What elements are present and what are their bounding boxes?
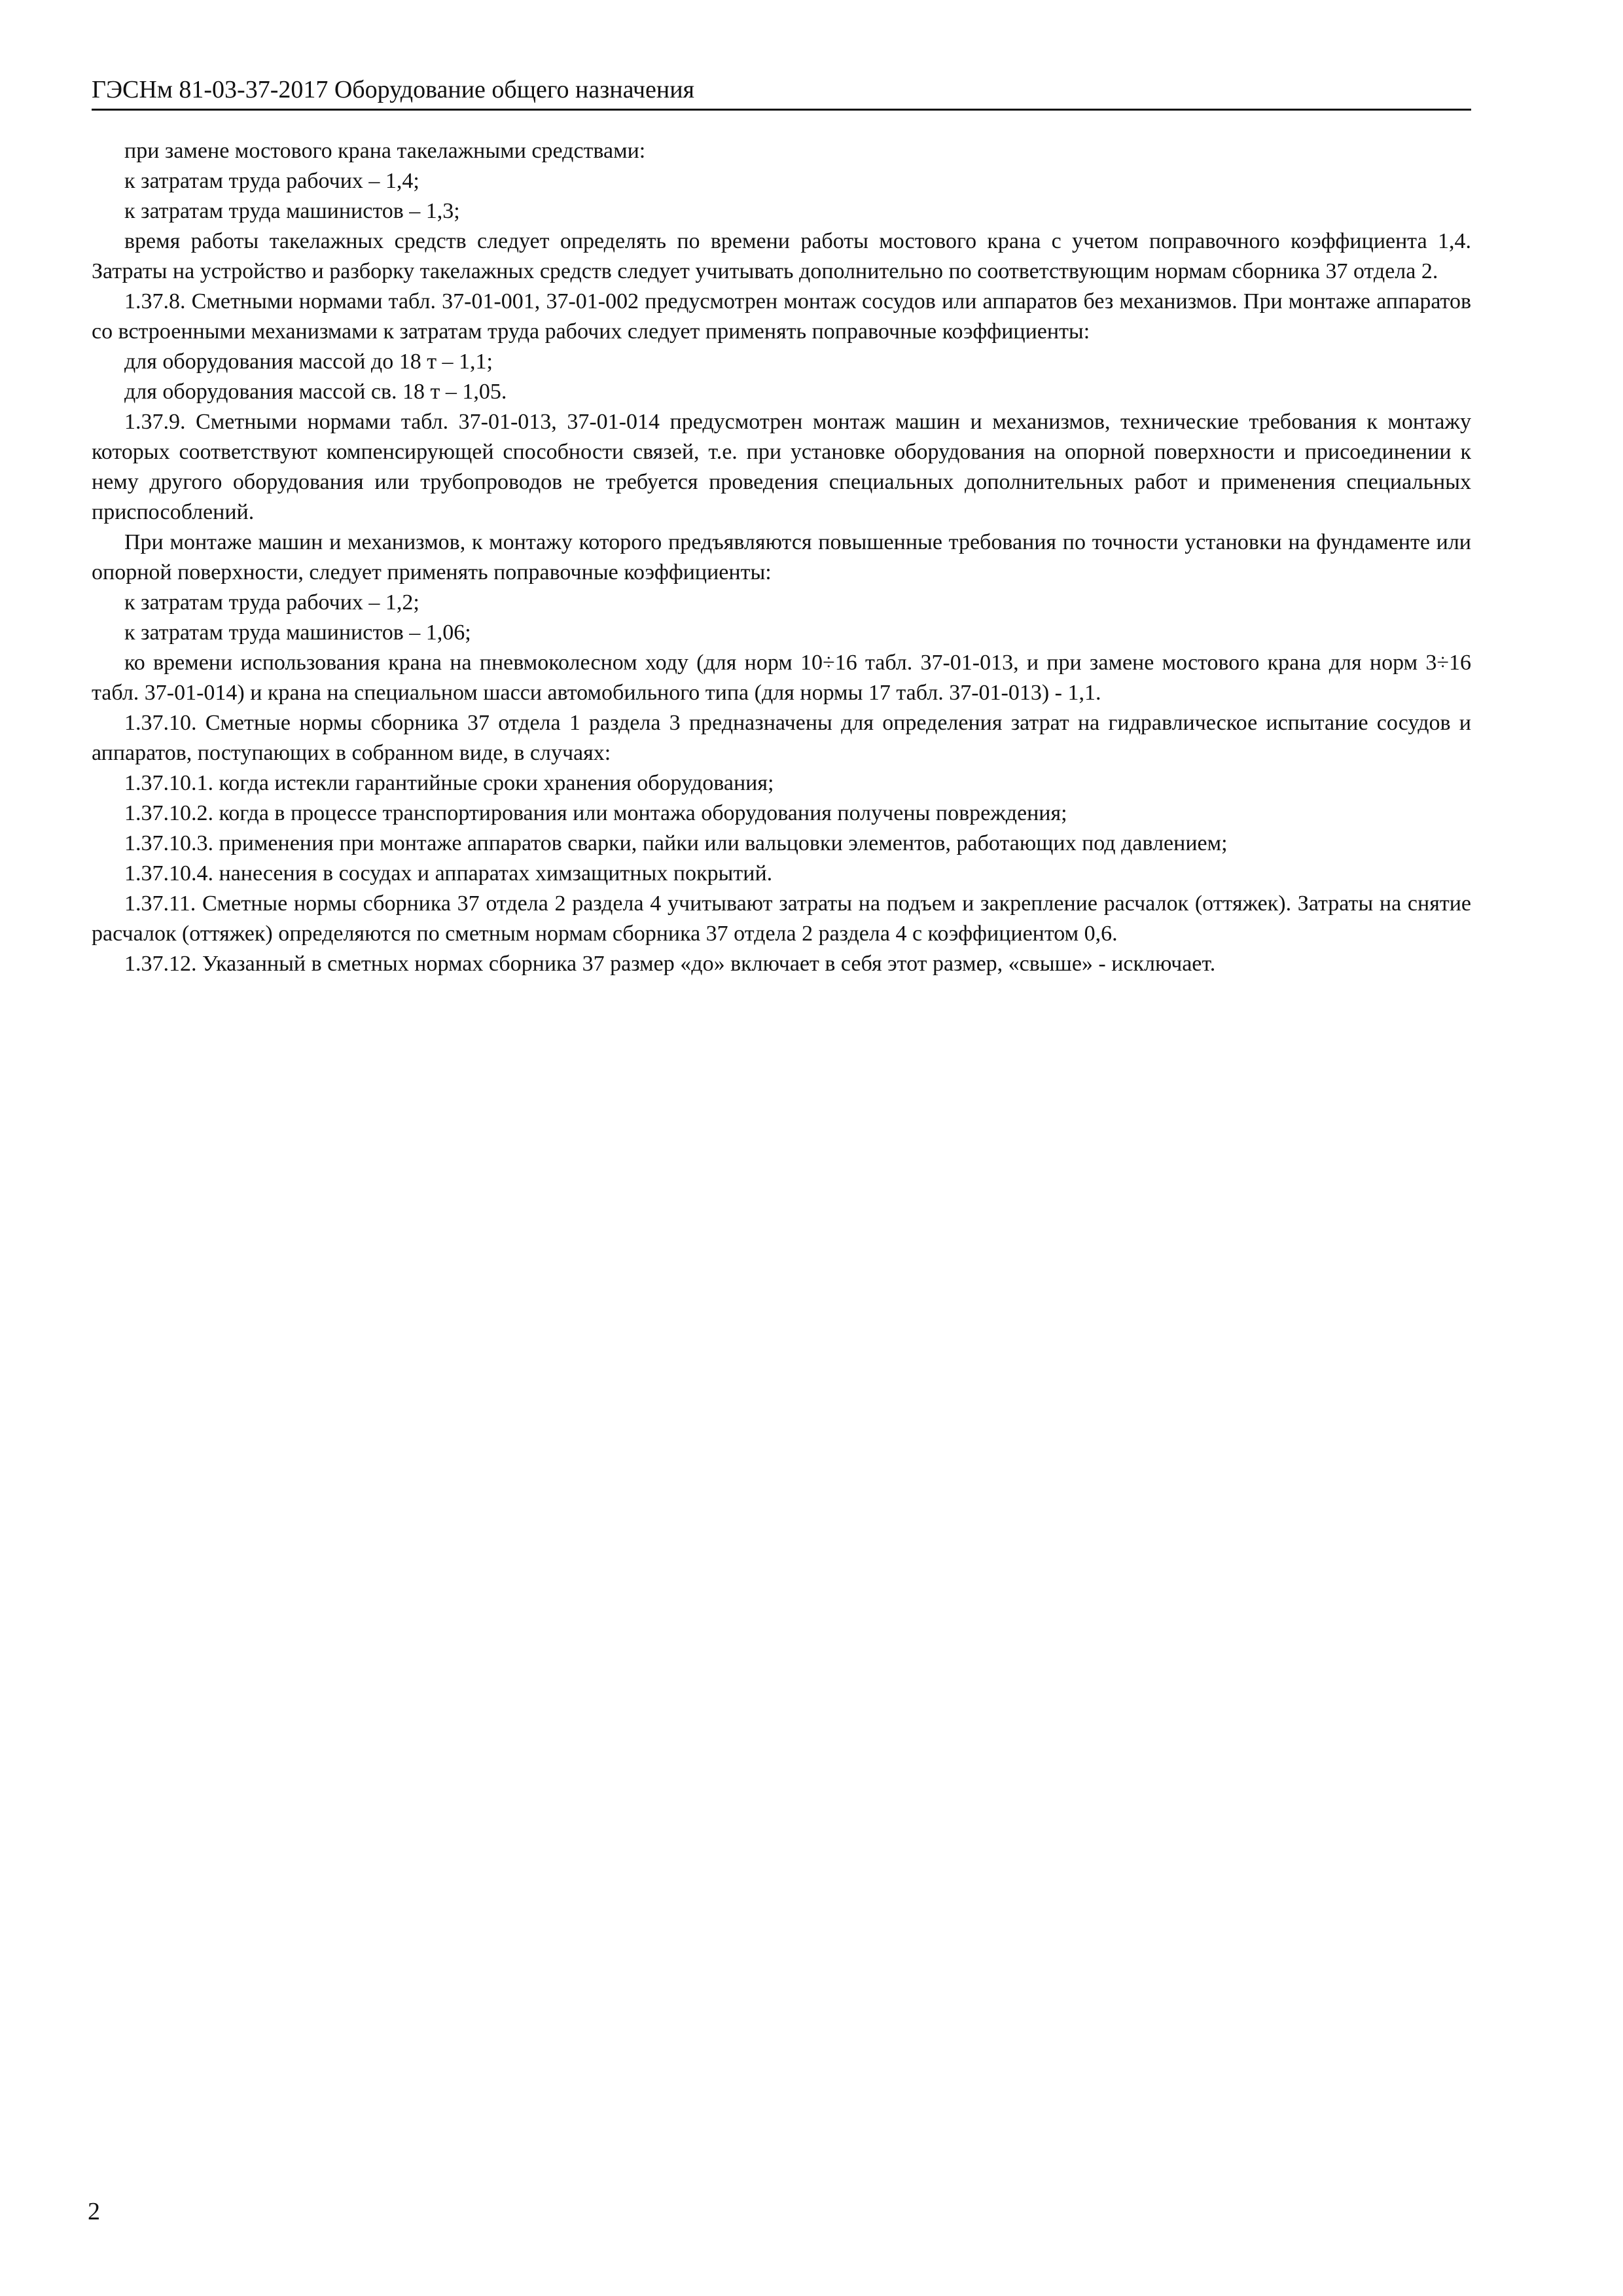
page-number: 2 [88,2198,100,2225]
paragraph: 1.37.10.2. когда в процессе транспортирования или монтажа оборудования получены повреждения; [124,801,1067,825]
paragraph: к затратам труда рабочих – 1,4; [124,169,419,193]
paragraph: ко времени использования крана на пневмоколесном ходу (для норм 10÷16 табл. 37-01-013, и при замене мостового крана для норм 3÷16 табл. 37-01-014) и крана на специальном шасси автомобильного типа (для нормы 17 табл. 37-01-013) - 1,1. [92,651,1471,705]
paragraph: 1.37.8. Сметными нормами табл. 37-01-001, 37-01-002 предусмотрен монтаж сосудов или аппаратов без механизмов. При монтаже аппаратов со встроенными механизмами к затратам труда рабочих следует применять поправочные коэффициенты: [92,289,1471,344]
paragraph: к затратам труда машинистов – 1,06; [124,620,471,645]
paragraph: к затратам труда машинистов – 1,3; [124,199,460,223]
paragraph: 1.37.9. Сметными нормами табл. 37-01-013, 37-01-014 предусмотрен монтаж машин и механизмов, технические требования к монтажу которых соответствуют компенсирующей способности связей, т.е. при установке оборудования на опорной поверхности и присоединении к нему другого оборудования или трубопроводов не требуется проведения специальных дополнительных работ и применения специальных приспособлений. [92,410,1471,524]
paragraph: к затратам труда рабочих – 1,2; [124,590,419,615]
paragraph: время работы такелажных средств следует определять по времени работы мостового крана с учетом поправочного коэффициента 1,4. Затраты на устройство и разборку такелажных средств следует учитывать дополнительно по соответствующим нормам сборника 37 отдела 2. [92,229,1471,283]
paragraph: 1.37.10. Сметные нормы сборника 37 отдела 1 раздела 3 предназначены для определения затрат на гидравлическое испытание сосудов и аппаратов, поступающих в собранном виде, в случаях: [92,711,1471,765]
paragraph: При монтаже машин и механизмов, к монтажу которого предъявляются повышенные требования по точности установки на фундаменте или опорной поверхности, следует применять поправочные коэффициенты: [92,530,1471,584]
paragraph: 1.37.12. Указанный в сметных нормах сборника 37 размер «до» включает в себя этот размер, «свыше» - исключает. [124,952,1216,976]
body-text [92,136,1471,979]
paragraph: 1.37.10.3. применения при монтаже аппаратов сварки, пайки или вальцовки элементов, работающих под давлением; [124,831,1228,855]
paragraph: 1.37.10.1. когда истекли гарантийные сроки хранения оборудования; [124,771,774,795]
paragraph: 1.37.10.4. нанесения в сосудах и аппаратах химзащитных покрытий. [124,861,773,886]
paragraph: 1.37.11. Сметные нормы сборника 37 отдела 2 раздела 4 учитывают затраты на подъем и закрепление расчалок (оттяжек). Затраты на снятие расчалок (оттяжек) определяются по сметным нормам сборника 37 отдела 2 раздела 4 с коэффициентом 0,6. [92,891,1471,946]
paragraph: для оборудования массой св. 18 т – 1,05. [124,380,507,404]
header-title: ГЭСНм 81-03-37-2017 Оборудование общего назначения [92,76,695,103]
paragraph: для оборудования массой до 18 т – 1,1; [124,350,493,374]
running-header [92,72,1471,111]
paragraph: при замене мостового крана такелажными средствами: [124,139,646,163]
